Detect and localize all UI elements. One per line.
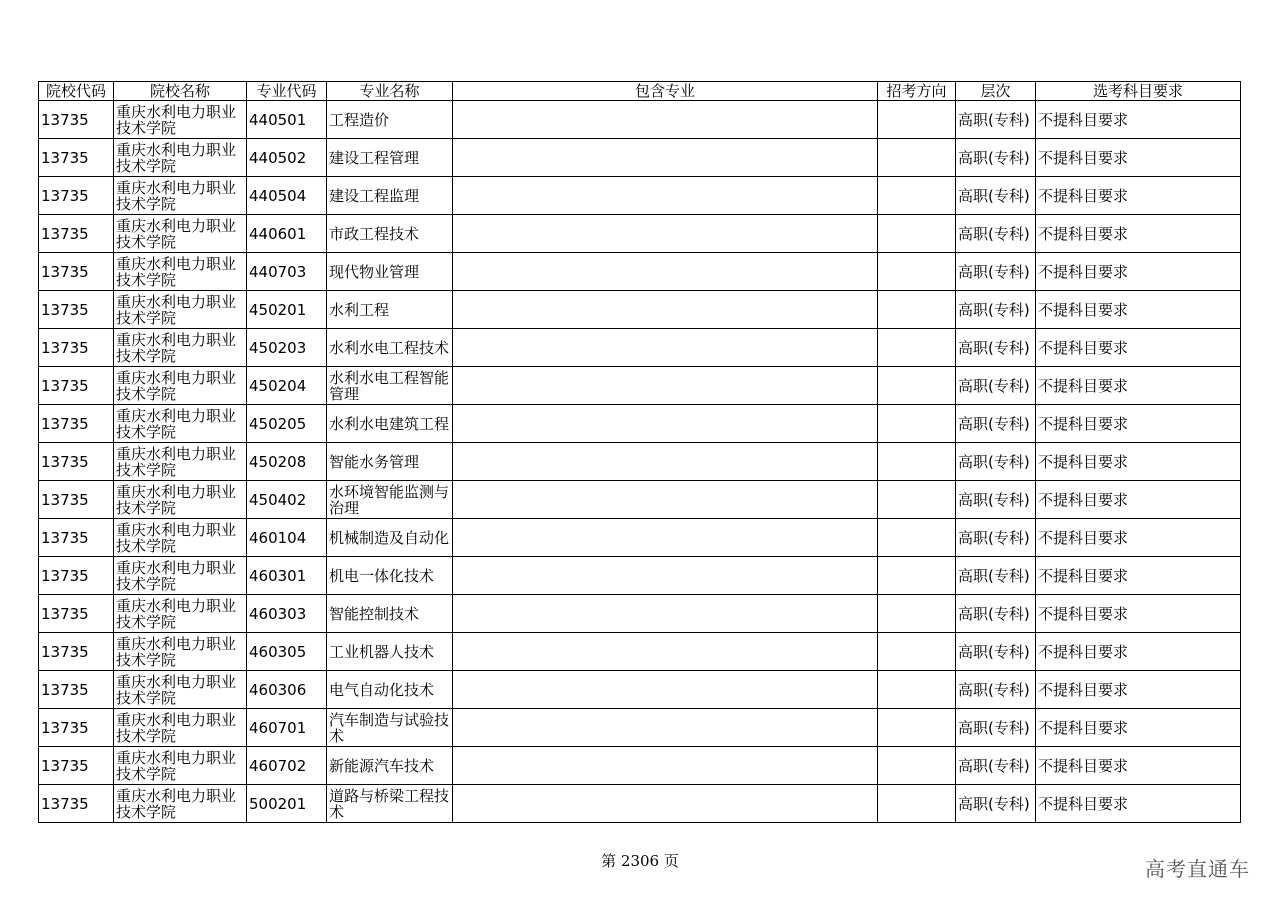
cell-level-text: 高职(专科) (958, 415, 1030, 432)
cell-major-code: 460702 (247, 747, 327, 785)
cell-school-code: 13735 (39, 101, 114, 139)
cell-level (956, 557, 1036, 595)
watermark-text: 高考直通车 (1145, 857, 1250, 881)
cell-direction (878, 709, 956, 747)
cell-level (956, 443, 1036, 481)
cell-requirement: 不提科目要求 (1036, 519, 1241, 557)
cell-school-name (114, 633, 247, 671)
table-row (39, 519, 1241, 557)
cell-school-name (114, 785, 247, 823)
cell-direction (878, 481, 956, 519)
table-row (39, 785, 1241, 823)
cell-level-text: 高职(专科) (958, 453, 1030, 470)
cell-included-majors (453, 709, 878, 747)
cell-school-code: 13735 (39, 405, 114, 443)
cell-school-name-text: 重庆水利电力职业技术学院 (116, 787, 237, 820)
cell-level-text: 高职(专科) (958, 339, 1030, 356)
table-row (39, 215, 1241, 253)
cell-direction (878, 253, 956, 291)
cell-included-majors (453, 747, 878, 785)
cell-major-name (327, 329, 453, 367)
table-row (39, 557, 1241, 595)
cell-included-majors (453, 785, 878, 823)
table-body (39, 101, 1241, 823)
cell-requirement: 不提科目要求 (1036, 481, 1241, 519)
cell-level (956, 215, 1036, 253)
cell-level (956, 709, 1036, 747)
cell-level-text: 高职(专科) (958, 111, 1030, 128)
table-row (39, 747, 1241, 785)
cell-direction (878, 291, 956, 329)
cell-level-text: 高职(专科) (958, 529, 1030, 546)
cell-level-text: 高职(专科) (958, 225, 1030, 242)
cell-school-name (114, 253, 247, 291)
cell-requirement: 不提科目要求 (1036, 291, 1241, 329)
cell-school-name-text: 重庆水利电力职业技术学院 (116, 711, 237, 744)
cell-school-name-text: 重庆水利电力职业技术学院 (116, 369, 237, 402)
cell-level-text: 高职(专科) (958, 149, 1030, 166)
cell-major-code: 460104 (247, 519, 327, 557)
cell-major-name-text: 道路与桥梁工程技术 (329, 787, 450, 820)
cell-direction (878, 785, 956, 823)
cell-school-name (114, 101, 247, 139)
cell-requirement: 不提科目要求 (1036, 139, 1241, 177)
cell-direction (878, 139, 956, 177)
cell-included-majors (453, 557, 878, 595)
header-row (39, 82, 1241, 101)
cell-level-text: 高职(专科) (958, 681, 1030, 698)
cell-requirement: 不提科目要求 (1036, 747, 1241, 785)
cell-school-code: 13735 (39, 253, 114, 291)
cell-major-name (327, 291, 453, 329)
cell-major-name (327, 405, 453, 443)
cell-level-text: 高职(专科) (958, 187, 1030, 204)
cell-included-majors (453, 519, 878, 557)
cell-level (956, 139, 1036, 177)
header-school-code: 院校代码 (39, 82, 114, 101)
cell-requirement: 不提科目要求 (1036, 367, 1241, 405)
cell-major-name (327, 709, 453, 747)
cell-school-name-text: 重庆水利电力职业技术学院 (116, 521, 237, 554)
cell-major-code: 450203 (247, 329, 327, 367)
cell-major-code: 440504 (247, 177, 327, 215)
header-major-name: 专业名称 (327, 82, 453, 101)
cell-requirement: 不提科目要求 (1036, 101, 1241, 139)
cell-level (956, 253, 1036, 291)
cell-level (956, 785, 1036, 823)
cell-major-name-text: 智能控制技术 (329, 605, 420, 622)
cell-direction (878, 405, 956, 443)
cell-major-name-text: 智能水务管理 (329, 453, 420, 470)
cell-level-text: 高职(专科) (958, 795, 1030, 812)
cell-major-code: 500201 (247, 785, 327, 823)
cell-requirement: 不提科目要求 (1036, 177, 1241, 215)
cell-major-name-text: 水利水电工程技术 (329, 339, 450, 356)
cell-major-name (327, 215, 453, 253)
cell-school-name (114, 215, 247, 253)
cell-school-code: 13735 (39, 215, 114, 253)
cell-major-name (327, 785, 453, 823)
cell-major-name-text: 水利工程 (329, 301, 390, 318)
cell-major-name-text: 工程造价 (329, 111, 390, 128)
table-row (39, 481, 1241, 519)
cell-school-name (114, 671, 247, 709)
cell-level (956, 747, 1036, 785)
cell-major-name-text: 水利水电工程智能管理 (329, 369, 450, 402)
cell-included-majors (453, 139, 878, 177)
cell-school-name (114, 443, 247, 481)
cell-direction (878, 215, 956, 253)
cell-level (956, 519, 1036, 557)
cell-school-code: 13735 (39, 709, 114, 747)
cell-school-name-text: 重庆水利电力职业技术学院 (116, 179, 237, 212)
cell-included-majors (453, 253, 878, 291)
cell-level (956, 481, 1036, 519)
cell-direction (878, 671, 956, 709)
cell-requirement: 不提科目要求 (1036, 595, 1241, 633)
cell-level-text: 高职(专科) (958, 643, 1030, 660)
cell-major-code: 460303 (247, 595, 327, 633)
cell-major-code: 450402 (247, 481, 327, 519)
header-level: 层次 (956, 82, 1036, 101)
cell-level (956, 291, 1036, 329)
cell-school-name-text: 重庆水利电力职业技术学院 (116, 673, 237, 706)
cell-level (956, 101, 1036, 139)
cell-school-code: 13735 (39, 139, 114, 177)
cell-included-majors (453, 671, 878, 709)
cell-included-majors (453, 443, 878, 481)
cell-level-text: 高职(专科) (958, 719, 1030, 736)
cell-level (956, 367, 1036, 405)
cell-school-name (114, 291, 247, 329)
cell-school-code: 13735 (39, 557, 114, 595)
cell-major-name (327, 253, 453, 291)
cell-school-code: 13735 (39, 177, 114, 215)
cell-major-name (327, 519, 453, 557)
admission-table (38, 81, 1241, 823)
cell-requirement: 不提科目要求 (1036, 671, 1241, 709)
cell-level (956, 633, 1036, 671)
cell-major-name-text: 建设工程管理 (329, 149, 420, 166)
cell-level-text: 高职(专科) (958, 491, 1030, 508)
cell-included-majors (453, 215, 878, 253)
cell-school-name (114, 595, 247, 633)
cell-level (956, 595, 1036, 633)
cell-included-majors (453, 177, 878, 215)
table-row (39, 367, 1241, 405)
cell-major-name-text: 建设工程监理 (329, 187, 420, 204)
header-school-name: 院校名称 (114, 82, 247, 101)
cell-requirement: 不提科目要求 (1036, 443, 1241, 481)
cell-level-text: 高职(专科) (958, 567, 1030, 584)
header-major-code: 专业代码 (247, 82, 327, 101)
cell-requirement: 不提科目要求 (1036, 329, 1241, 367)
cell-school-name-text: 重庆水利电力职业技术学院 (116, 483, 237, 516)
cell-direction (878, 633, 956, 671)
cell-major-name (327, 443, 453, 481)
table-row (39, 101, 1241, 139)
cell-major-name (327, 177, 453, 215)
cell-direction (878, 443, 956, 481)
cell-direction (878, 595, 956, 633)
cell-major-name (327, 671, 453, 709)
cell-school-code: 13735 (39, 481, 114, 519)
cell-level-text: 高职(专科) (958, 605, 1030, 622)
cell-level-text: 高职(专科) (958, 263, 1030, 280)
cell-major-name (327, 633, 453, 671)
cell-major-name-text: 水利水电建筑工程 (329, 415, 450, 432)
header-included-majors: 包含专业 (453, 82, 878, 101)
header-requirement: 选考科目要求 (1036, 82, 1241, 101)
cell-school-name (114, 177, 247, 215)
cell-school-name-text: 重庆水利电力职业技术学院 (116, 331, 237, 364)
cell-school-code: 13735 (39, 519, 114, 557)
cell-major-code: 450205 (247, 405, 327, 443)
cell-direction (878, 747, 956, 785)
cell-direction (878, 557, 956, 595)
cell-school-name (114, 367, 247, 405)
cell-included-majors (453, 633, 878, 671)
table-row (39, 139, 1241, 177)
cell-school-name-text: 重庆水利电力职业技术学院 (116, 293, 237, 326)
cell-school-name-text: 重庆水利电力职业技术学院 (116, 635, 237, 668)
cell-school-name (114, 519, 247, 557)
cell-major-code: 440703 (247, 253, 327, 291)
cell-school-name (114, 747, 247, 785)
cell-requirement: 不提科目要求 (1036, 405, 1241, 443)
cell-school-code: 13735 (39, 595, 114, 633)
table-header (39, 82, 1241, 101)
cell-school-name-text: 重庆水利电力职业技术学院 (116, 255, 237, 288)
table-row (39, 443, 1241, 481)
cell-school-code: 13735 (39, 747, 114, 785)
cell-major-code: 450204 (247, 367, 327, 405)
cell-direction (878, 329, 956, 367)
cell-major-name (327, 101, 453, 139)
cell-school-name-text: 重庆水利电力职业技术学院 (116, 407, 237, 440)
cell-major-name-text: 工业机器人技术 (329, 643, 435, 660)
cell-major-code: 450201 (247, 291, 327, 329)
cell-included-majors (453, 481, 878, 519)
table-row (39, 177, 1241, 215)
table-row (39, 595, 1241, 633)
cell-major-name-text: 汽车制造与试验技术 (329, 711, 450, 744)
cell-requirement: 不提科目要求 (1036, 557, 1241, 595)
cell-major-code: 440502 (247, 139, 327, 177)
cell-direction (878, 177, 956, 215)
cell-major-code: 460301 (247, 557, 327, 595)
cell-school-name (114, 481, 247, 519)
cell-school-code: 13735 (39, 671, 114, 709)
cell-school-name (114, 709, 247, 747)
cell-school-name-text: 重庆水利电力职业技术学院 (116, 103, 237, 136)
cell-school-name-text: 重庆水利电力职业技术学院 (116, 445, 237, 478)
cell-major-code: 460305 (247, 633, 327, 671)
cell-major-name-text: 机械制造及自动化 (329, 529, 450, 546)
cell-school-name-text: 重庆水利电力职业技术学院 (116, 217, 237, 250)
header-direction: 招考方向 (878, 82, 956, 101)
cell-included-majors (453, 367, 878, 405)
cell-school-code: 13735 (39, 785, 114, 823)
cell-major-code: 440601 (247, 215, 327, 253)
cell-direction (878, 519, 956, 557)
cell-requirement: 不提科目要求 (1036, 709, 1241, 747)
cell-requirement: 不提科目要求 (1036, 215, 1241, 253)
cell-school-code: 13735 (39, 291, 114, 329)
cell-direction (878, 367, 956, 405)
cell-school-name (114, 557, 247, 595)
table-row (39, 405, 1241, 443)
table-row (39, 709, 1241, 747)
cell-major-name (327, 595, 453, 633)
cell-school-name-text: 重庆水利电力职业技术学院 (116, 749, 237, 782)
cell-included-majors (453, 405, 878, 443)
cell-major-name (327, 139, 453, 177)
cell-school-code: 13735 (39, 329, 114, 367)
cell-requirement: 不提科目要求 (1036, 785, 1241, 823)
cell-major-name (327, 747, 453, 785)
table-row (39, 253, 1241, 291)
cell-major-name-text: 市政工程技术 (329, 225, 420, 242)
cell-major-code: 460701 (247, 709, 327, 747)
cell-major-code: 440501 (247, 101, 327, 139)
cell-included-majors (453, 595, 878, 633)
cell-included-majors (453, 329, 878, 367)
cell-school-code: 13735 (39, 443, 114, 481)
cell-included-majors (453, 291, 878, 329)
cell-school-code: 13735 (39, 633, 114, 671)
cell-requirement: 不提科目要求 (1036, 633, 1241, 671)
cell-level (956, 177, 1036, 215)
cell-major-name (327, 557, 453, 595)
cell-direction (878, 101, 956, 139)
cell-major-code: 460306 (247, 671, 327, 709)
cell-requirement: 不提科目要求 (1036, 253, 1241, 291)
cell-school-name (114, 329, 247, 367)
cell-major-name (327, 481, 453, 519)
cell-level (956, 329, 1036, 367)
cell-school-name (114, 405, 247, 443)
cell-level-text: 高职(专科) (958, 377, 1030, 394)
cell-level-text: 高职(专科) (958, 757, 1030, 774)
cell-included-majors (453, 101, 878, 139)
cell-level-text: 高职(专科) (958, 301, 1030, 318)
cell-school-name-text: 重庆水利电力职业技术学院 (116, 597, 237, 630)
cell-school-name-text: 重庆水利电力职业技术学院 (116, 141, 237, 174)
cell-level (956, 671, 1036, 709)
cell-school-code: 13735 (39, 367, 114, 405)
cell-major-name (327, 367, 453, 405)
cell-major-name-text: 机电一体化技术 (329, 567, 435, 584)
cell-school-name-text: 重庆水利电力职业技术学院 (116, 559, 237, 592)
cell-school-name (114, 139, 247, 177)
table-row (39, 633, 1241, 671)
cell-major-name-text: 新能源汽车技术 (329, 757, 435, 774)
cell-level (956, 405, 1036, 443)
table-row (39, 291, 1241, 329)
page-number: 第 2306 页 (601, 852, 679, 870)
table-row (39, 671, 1241, 709)
cell-major-name-text: 现代物业管理 (329, 263, 420, 280)
cell-major-code: 450208 (247, 443, 327, 481)
table-row (39, 329, 1241, 367)
cell-major-name-text: 电气自动化技术 (329, 681, 435, 698)
cell-major-name-text: 水环境智能监测与治理 (329, 483, 450, 516)
